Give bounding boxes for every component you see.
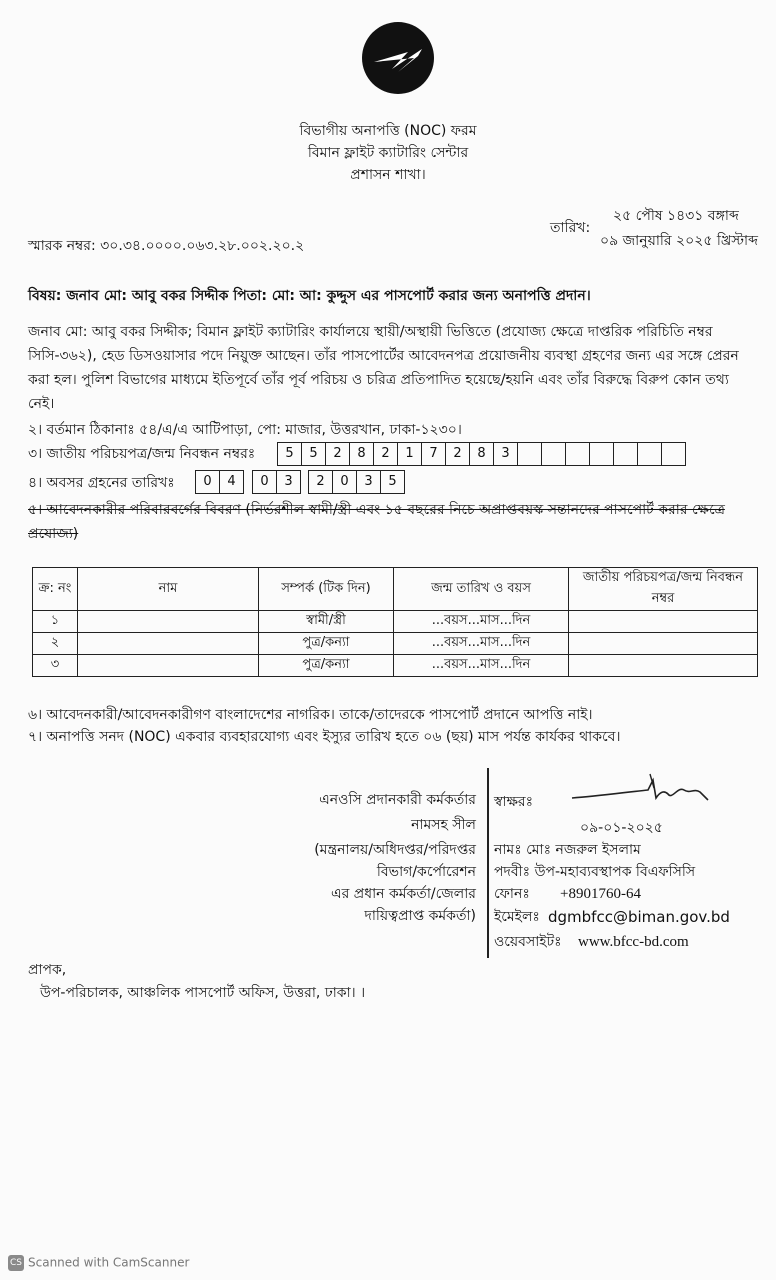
row-name[interactable] bbox=[78, 633, 259, 655]
row-dob: ...বয়স...মাস...দিন bbox=[394, 655, 569, 677]
nid-digit-box[interactable]: 8 bbox=[469, 442, 494, 466]
nid-digit-box[interactable] bbox=[661, 442, 686, 466]
nid-digit-box[interactable]: 3 bbox=[493, 442, 518, 466]
row-dob: ...বয়স...মাস...দিন bbox=[394, 611, 569, 633]
col-dob: জন্ম তারিখ ও বয়স bbox=[394, 568, 569, 611]
retirement-day-boxes bbox=[195, 470, 243, 494]
email-address[interactable]: dgmbfcc@biman.gov.bd bbox=[548, 908, 730, 926]
department-name: প্রশাসন শাখা। bbox=[350, 167, 426, 183]
organization-name: বিমান ফ্লাইট ক্যাটারিং সেন্টার bbox=[307, 145, 469, 161]
row-relation: স্বামী/স্ত্রী bbox=[259, 611, 394, 633]
retirement-month-boxes bbox=[252, 470, 300, 494]
camscanner-watermark bbox=[8, 1255, 189, 1271]
row-nid[interactable] bbox=[569, 655, 758, 677]
website-link[interactable]: www.bfcc-bd.com bbox=[578, 934, 689, 950]
signatory-name: নামঃ মোঃ নজরুল ইসলাম bbox=[494, 842, 641, 858]
camscanner-text: Scanned with CamScanner bbox=[28, 1255, 190, 1270]
recipient-address: উপ-পরিচালক, আঞ্চলিক পাসপোর্ট অফিস, উত্তরা, ঢাকা। । bbox=[40, 985, 366, 1001]
validity-statement: ৭। অনাপত্তি সনদ (NOC) একবার ব্যবহারযোগ্য এবং ইস্যুর তারিখ হতে ০৬ (ছয়) মাস পর্যন্ত কার্যকর থাকবে। bbox=[28, 729, 621, 745]
recipient-label: প্রাপক, bbox=[28, 962, 67, 978]
nid-digit-box[interactable]: 2 bbox=[445, 442, 470, 466]
family-table bbox=[32, 567, 758, 677]
retirement-month-digit-box[interactable]: 0 bbox=[252, 470, 277, 494]
issuer-line-2: নামসহ সীল bbox=[411, 817, 476, 833]
retirement-day-digit-box[interactable]: 0 bbox=[195, 470, 220, 494]
issuer-line-5: এর প্রধান কর্মকর্তা/জেলার bbox=[330, 886, 476, 902]
memo-number: স্মারক নম্বর: ৩০.৩৪.০০০০.০৬৩.২৮.০০২.২০.২ bbox=[28, 238, 305, 254]
retirement-month-digit-box[interactable]: 3 bbox=[276, 470, 301, 494]
nid-digit-box[interactable] bbox=[517, 442, 542, 466]
nid-digit-box[interactable]: 2 bbox=[373, 442, 398, 466]
signature-date: ০৯-০১-২০২৫ bbox=[580, 820, 663, 836]
issuer-line-1: এনওসি প্রদানকারী কর্মকর্তার bbox=[319, 792, 476, 808]
row-serial: ২ bbox=[33, 633, 78, 655]
camscanner-logo-icon: CS bbox=[8, 1255, 24, 1271]
col-name: নাম bbox=[78, 568, 259, 611]
citizenship-statement: ৬। আবেদনকারী/আবেদনকারীগণ বাংলাদেশের নাগরিক। তাকে/তাদেরকে পাসপোর্ট প্রদানে আপত্তি নাই। bbox=[28, 707, 593, 723]
row-name[interactable] bbox=[78, 611, 259, 633]
nid-boxes bbox=[277, 442, 685, 466]
signatory-designation: পদবীঃ উপ-মহাব্যবস্থাপক বিএফসিসি bbox=[494, 864, 696, 880]
phone-label: ফোনঃ bbox=[494, 886, 530, 902]
retirement-year-digit-box[interactable]: 2 bbox=[308, 470, 333, 494]
signature-label: স্বাক্ষরঃ bbox=[494, 794, 534, 810]
nid-digit-box[interactable] bbox=[589, 442, 614, 466]
col-relation: সম্পর্ক (টিক দিন) bbox=[259, 568, 394, 611]
nid-label: ৩। জাতীয় পরিচয়পত্র/জন্ম নিবন্ধন নম্বরঃ bbox=[28, 446, 256, 462]
handwritten-signature bbox=[568, 768, 718, 818]
form-title: বিভাগীয় অনাপত্তি (NOC) ফরম bbox=[299, 123, 477, 139]
col-nid: জাতীয় পরিচয়পত্র/জন্ম নিবন্ধন নম্বর bbox=[569, 568, 758, 611]
nid-digit-box[interactable]: 1 bbox=[397, 442, 422, 466]
row-nid[interactable] bbox=[569, 611, 758, 633]
nid-digit-box[interactable] bbox=[637, 442, 662, 466]
biman-logo bbox=[362, 22, 434, 94]
subject: বিষয়: জনাব মো: আবু বকর সিদ্দীক পিতা: মো: আ: কুদ্দুস এর পাসপোর্ট করার জন্য অনাপত্তি প্রদান। bbox=[28, 288, 591, 304]
table-row bbox=[33, 633, 758, 655]
table-row bbox=[33, 655, 758, 677]
signature-divider bbox=[487, 768, 489, 958]
date-bangla: ২৫ পৌষ ১৪৩১ বঙ্গাব্দ bbox=[613, 208, 739, 224]
date-english: ০৯ জানুয়ারি ২০২৫ খ্রিস্টাব্দ bbox=[600, 233, 758, 249]
row-name[interactable] bbox=[78, 655, 259, 677]
date-label: তারিখ: bbox=[550, 220, 591, 236]
nid-digit-box[interactable]: 5 bbox=[301, 442, 326, 466]
biman-logo-icon bbox=[362, 22, 434, 94]
nid-digit-box[interactable]: 2 bbox=[325, 442, 350, 466]
family-details-text: ৫। আবেদনকারীর পরিবারবর্গের বিবরণ (নির্ভরশীল স্বামী/স্ত্রী এবং ১৫ বছরের নিচে অপ্রাপ্তবয়স্ক সন্তানদের পাসপোর্ট করার ক্ষেত্রে প্রযোজ্য) bbox=[28, 502, 725, 542]
retirement-year-digit-box[interactable]: 5 bbox=[380, 470, 405, 494]
retirement-year-boxes bbox=[308, 470, 404, 494]
email-label: ইমেইলঃ bbox=[494, 909, 540, 925]
body-paragraph: জনাব মো: আবু বকর সিদ্দীক; বিমান ফ্লাইট ক্যাটারিং কার্যালয়ে স্থায়ী/অস্থায়ী ভিত্তিতে (প্রযোজ্য ক্ষেত্রে দাপ্তরিক পরিচিতি নম্বর সিসি-৩৬২), হেড ডিসওয়াসার পদে নিয়ুক্ত আছেন। তাঁর পাসপোর্টের আবেদনপত্র প্রয়োজনীয় ব্যবস্থা গ্রহণের জন্য এর সঙ্গে প্রেরন করা হল। পুলিশ বিভাগের মাধ্যমে ইতিপূর্বে তাঁর পূর্ব পরিচয় ও চরিত্র প্রতিপাদিত হয়েছে/হয়নি এবং তাঁর বিরুদ্ধে বিরুপ কোন তথ্য নেই। bbox=[28, 324, 739, 412]
nid-digit-box[interactable] bbox=[565, 442, 590, 466]
retirement-year-digit-box[interactable]: 0 bbox=[332, 470, 357, 494]
issuer-line-4: বিভাগ/কর্পোরেশন bbox=[376, 864, 476, 880]
col-serial: ক্র: নং bbox=[33, 568, 78, 611]
phone-number: +8901760-64 bbox=[560, 886, 641, 902]
retirement-day-digit-box[interactable]: 4 bbox=[219, 470, 244, 494]
retirement-date-label: ৪। অবসর গ্রহনের তারিখঃ bbox=[28, 475, 175, 491]
issuer-line-6: দায়িত্বপ্রাপ্ত কর্মকর্তা) bbox=[364, 908, 476, 924]
table-row bbox=[33, 611, 758, 633]
family-details-heading bbox=[28, 498, 748, 546]
row-serial: ১ bbox=[33, 611, 78, 633]
row-dob: ...বয়স...মাস...দিন bbox=[394, 633, 569, 655]
row-relation: পুত্র/কন্যা bbox=[259, 655, 394, 677]
table-header-row bbox=[33, 568, 758, 611]
retirement-year-digit-box[interactable]: 3 bbox=[356, 470, 381, 494]
row-relation: পুত্র/কন্যা bbox=[259, 633, 394, 655]
nid-digit-box[interactable]: 5 bbox=[277, 442, 302, 466]
nid-digit-box[interactable]: 7 bbox=[421, 442, 446, 466]
row-serial: ৩ bbox=[33, 655, 78, 677]
nid-digit-box[interactable] bbox=[541, 442, 566, 466]
nid-digit-box[interactable] bbox=[613, 442, 638, 466]
row-nid[interactable] bbox=[569, 633, 758, 655]
issuer-line-3: (মন্ত্রনালয়/অধিদপ্তর/পরিদপ্তর bbox=[314, 842, 476, 858]
nid-digit-box[interactable]: 8 bbox=[349, 442, 374, 466]
present-address: ২। বর্তমান ঠিকানাঃ ৫৪/এ/এ আটিপাড়া, পো: মাজার, উত্তরখান, ঢাকা-১২৩০। bbox=[28, 422, 462, 438]
website-label: ওয়েবসাইটঃ bbox=[494, 934, 562, 950]
